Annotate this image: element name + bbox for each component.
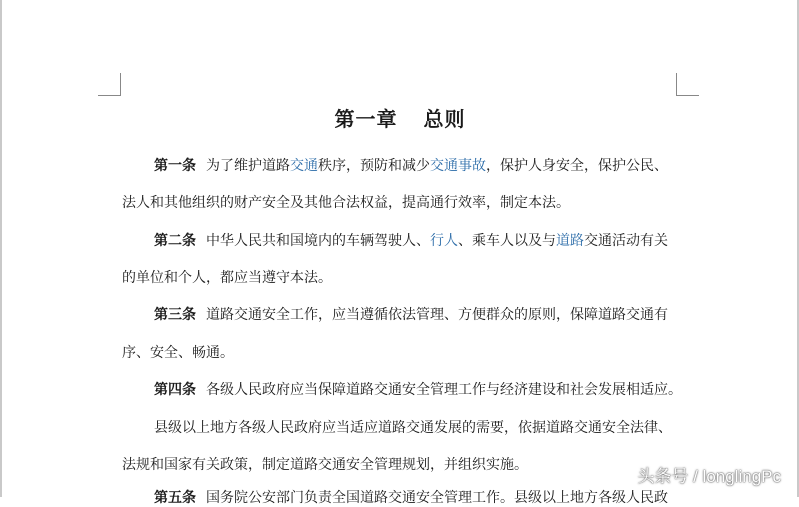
margin-mark-top-left [98, 73, 121, 96]
article-1-line-2: 法人和其他组织的财产安全及其他合法权益，提高通行效率，制定本法。 [122, 195, 570, 211]
article-1-line-1 [154, 157, 668, 175]
text-run: 道路交通安全工作，应当遵循依法管理、方便群众的原则，保障道路交通有 [206, 307, 668, 323]
article-4-para-2-line-2: 法规和国家有关政策，制定道路交通安全管理规划，并组织实施。 [122, 457, 528, 473]
article-3-line-1 [154, 306, 668, 324]
article-4-label: 第四条 [154, 382, 196, 398]
page-edge-left [0, 0, 2, 497]
link-road[interactable]: 道路 [556, 233, 584, 249]
article-3-line-2: 序、安全、畅通。 [122, 345, 234, 361]
text-run: ，保护人身安全，保护公民、 [486, 158, 668, 174]
article-4-line-1 [154, 381, 682, 399]
article-1-label: 第一条 [154, 158, 196, 174]
link-traffic[interactable]: 交通 [290, 158, 318, 174]
article-5-label: 第五条 [154, 490, 196, 506]
text-run: 、乘车人以及与 [458, 233, 556, 249]
link-pedestrian[interactable]: 行人 [430, 233, 458, 249]
article-2-line-1 [154, 232, 668, 250]
text-run: 交通活动有关 [584, 233, 668, 249]
article-2-line-2: 的单位和个人，都应当遵守本法。 [122, 270, 332, 286]
text-run: 国务院公安部门负责全国道路交通安全管理工作。县级以上地方各级人民政 [206, 490, 668, 506]
text-run: 各级人民政府应当保障道路交通安全管理工作与经济建设和社会发展相适应。 [206, 382, 682, 398]
link-traffic-accident[interactable]: 交通事故 [430, 158, 486, 174]
article-2-label: 第二条 [154, 233, 196, 249]
text-run: 中华人民共和国境内的车辆驾驶人、 [206, 233, 430, 249]
margin-mark-top-right [676, 73, 699, 96]
chapter-name: 总则 [423, 107, 466, 131]
article-5-line-1 [154, 489, 668, 506]
article-3-label: 第三条 [154, 307, 196, 323]
chapter-number: 第一章 [334, 107, 398, 131]
text-run: 为了维护道路 [206, 158, 290, 174]
watermark: 头条号 / longlingPc [637, 467, 781, 486]
chapter-title [122, 103, 678, 132]
text-run: 秩序，预防和减少 [318, 158, 430, 174]
article-4-para-2-line-1: 县级以上地方各级人民政府应当适应道路交通发展的需要，依据道路交通安全法律、 [154, 420, 672, 436]
